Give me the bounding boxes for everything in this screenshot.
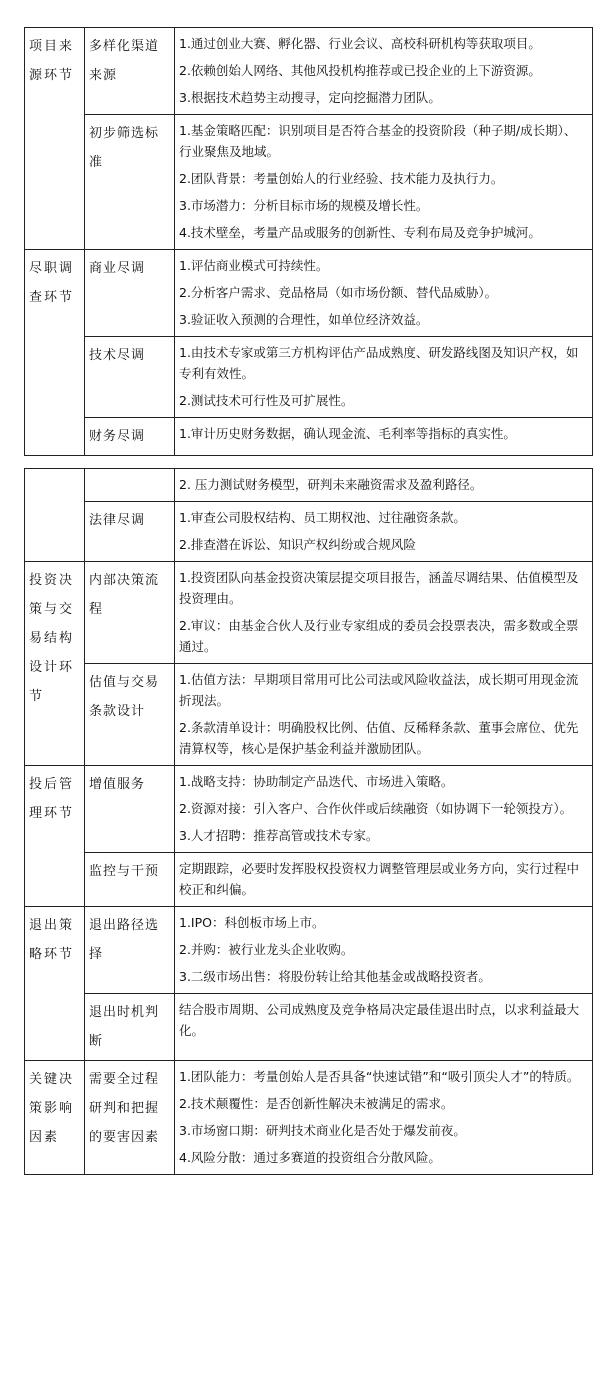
table-row — [25, 907, 593, 994]
content-cell — [175, 418, 593, 456]
list-item: 2.条款清单设计：明确股权比例、估值、反稀释条款、董事会席位、优先清算权等，核心是保护基金利益并激励团队。 — [179, 720, 579, 756]
table-row — [25, 115, 593, 250]
list-item: 2.并购：被行业龙头企业收购。 — [179, 942, 354, 957]
table-row — [25, 562, 593, 664]
substage-cell — [85, 469, 175, 502]
list-item: 1.基金策略匹配：识别项目是否符合基金的投资阶段（种子期/成长期）、行业聚焦及地域。 — [179, 123, 577, 159]
list-item: 3.验证收入预测的合理性，如单位经济效益。 — [179, 312, 429, 327]
table-body — [25, 28, 593, 1175]
list-item: 2.资源对接：引入客户、合作伙伴或后续融资（如协调下一轮领投方）。 — [179, 801, 573, 816]
table-row — [25, 1061, 593, 1175]
substage-cell: 监控与干预 — [85, 853, 175, 907]
list-item: 2.团队背景：考量创始人的行业经验、技术能力及执行力。 — [179, 171, 504, 186]
gap-cell — [25, 456, 593, 469]
page-break-gap — [25, 456, 593, 469]
substage-cell: 商业尽调 — [85, 250, 175, 337]
stage-cell: 退出策略环节 — [25, 907, 85, 1061]
content-cell — [175, 562, 593, 664]
substage-cell: 估值与交易条款设计 — [85, 664, 175, 766]
substage-cell: 需要全过程研判和把握的要害因素 — [85, 1061, 175, 1175]
stage-cell — [25, 469, 85, 562]
table-row — [25, 502, 593, 562]
substage-cell: 法律尽调 — [85, 502, 175, 562]
table-row — [25, 766, 593, 853]
substage-cell: 退出时机判断 — [85, 994, 175, 1061]
substage-cell: 技术尽调 — [85, 337, 175, 418]
vc-process-table — [24, 27, 593, 1175]
stage-cell: 尽职调查环节 — [25, 250, 85, 456]
content-cell — [175, 337, 593, 418]
table-row — [25, 28, 593, 115]
list-item: 2.技术颠覆性：是否创新性解决未被满足的需求。 — [179, 1096, 454, 1111]
list-item: 2.测试技术可行性及可扩展性。 — [179, 393, 354, 408]
stage-cell: 项目来源环节 — [25, 28, 85, 250]
list-item: 2.依赖创始人网络、其他风投机构推荐或已投企业的上下游资源。 — [179, 63, 541, 78]
list-item: 3.市场窗口期：研判技术商业化是否处于爆发前夜。 — [179, 1123, 466, 1138]
list-item: 3.根据技术趋势主动搜寻，定向挖掘潜力团队。 — [179, 90, 441, 105]
list-item: 1.审计历史财务数据，确认现金流、毛利率等指标的真实性。 — [179, 426, 516, 441]
substage-cell: 增值服务 — [85, 766, 175, 853]
stage-cell: 投后管理环节 — [25, 766, 85, 907]
content-cell — [175, 250, 593, 337]
list-item: 4.技术壁垒，考量产品或服务的创新性、专利布局及竞争护城河。 — [179, 225, 541, 240]
list-item: 1.团队能力：考量创始人是否具备“快速试错”和“吸引顶尖人才”的特质。 — [179, 1069, 580, 1084]
table-row — [25, 250, 593, 337]
list-item: 3.二级市场出售：将股份转让给其他基金或战略投资者。 — [179, 969, 491, 984]
list-item: 1.通过创业大赛、孵化器、行业会议、高校科研机构等获取项目。 — [179, 36, 541, 51]
content-cell — [175, 994, 593, 1061]
content-cell — [175, 907, 593, 994]
content-cell — [175, 1061, 593, 1175]
stage-cell: 投资决策与交易结构设计环节 — [25, 562, 85, 766]
substage-cell: 多样化渠道来源 — [85, 28, 175, 115]
table-row — [25, 664, 593, 766]
list-item: 2.审议：由基金合伙人及行业专家组成的委员会投票表决，需多数或全票通过。 — [179, 618, 579, 654]
list-item: 2.排查潜在诉讼、知识产权纠纷或合规风险 — [179, 537, 416, 552]
content-cell — [175, 853, 593, 907]
content-cell — [175, 469, 593, 502]
list-item: 结合股市周期、公司成熟度及竞争格局决定最佳退出时点，以求利益最大化。 — [179, 1002, 580, 1038]
table-row — [25, 469, 593, 502]
content-cell — [175, 766, 593, 853]
table-row — [25, 337, 593, 418]
list-item: 1.评估商业模式可持续性。 — [179, 258, 329, 273]
stage-cell: 关键决策影响因素 — [25, 1061, 85, 1175]
list-item: 2. 压力测试财务模型，研判未来融资需求及盈利路径。 — [179, 477, 483, 492]
list-item: 1.投资团队向基金投资决策层提交项目报告，涵盖尽调结果、估值模型及投资理由。 — [179, 570, 579, 606]
list-item: 3.市场潜力：分析目标市场的规模及增长性。 — [179, 198, 429, 213]
substage-cell: 内部决策流程 — [85, 562, 175, 664]
list-item: 1.估值方法：早期项目常用可比公司法或风险收益法，成长期可用现金流折现法。 — [179, 672, 579, 708]
content-cell — [175, 502, 593, 562]
list-item: 1.由技术专家或第三方机构评估产品成熟度、研发路线图及知识产权，如专利有效性。 — [179, 345, 579, 381]
list-item: 4.风险分散：通过多赛道的投资组合分散风险。 — [179, 1150, 441, 1165]
content-cell — [175, 28, 593, 115]
list-item: 1.战略支持：协助制定产品迭代、市场进入策略。 — [179, 774, 454, 789]
list-item: 定期跟踪，必要时发挥股权投资权力调整管理层或业务方向，实行过程中校正和纠偏。 — [179, 861, 580, 897]
table-row — [25, 994, 593, 1061]
content-cell — [175, 664, 593, 766]
substage-cell: 退出路径选择 — [85, 907, 175, 994]
table-row — [25, 418, 593, 456]
list-item: 1.IPO：科创板市场上市。 — [179, 915, 325, 930]
substage-cell: 初步筛选标准 — [85, 115, 175, 250]
list-item: 2.分析客户需求、竞品格局（如市场份额、替代品威胁）。 — [179, 285, 498, 300]
table-row — [25, 853, 593, 907]
list-item: 1.审查公司股权结构、员工期权池、过往融资条款。 — [179, 510, 466, 525]
content-cell — [175, 115, 593, 250]
substage-cell: 财务尽调 — [85, 418, 175, 456]
list-item: 3.人才招聘：推荐高管或技术专家。 — [179, 828, 379, 843]
